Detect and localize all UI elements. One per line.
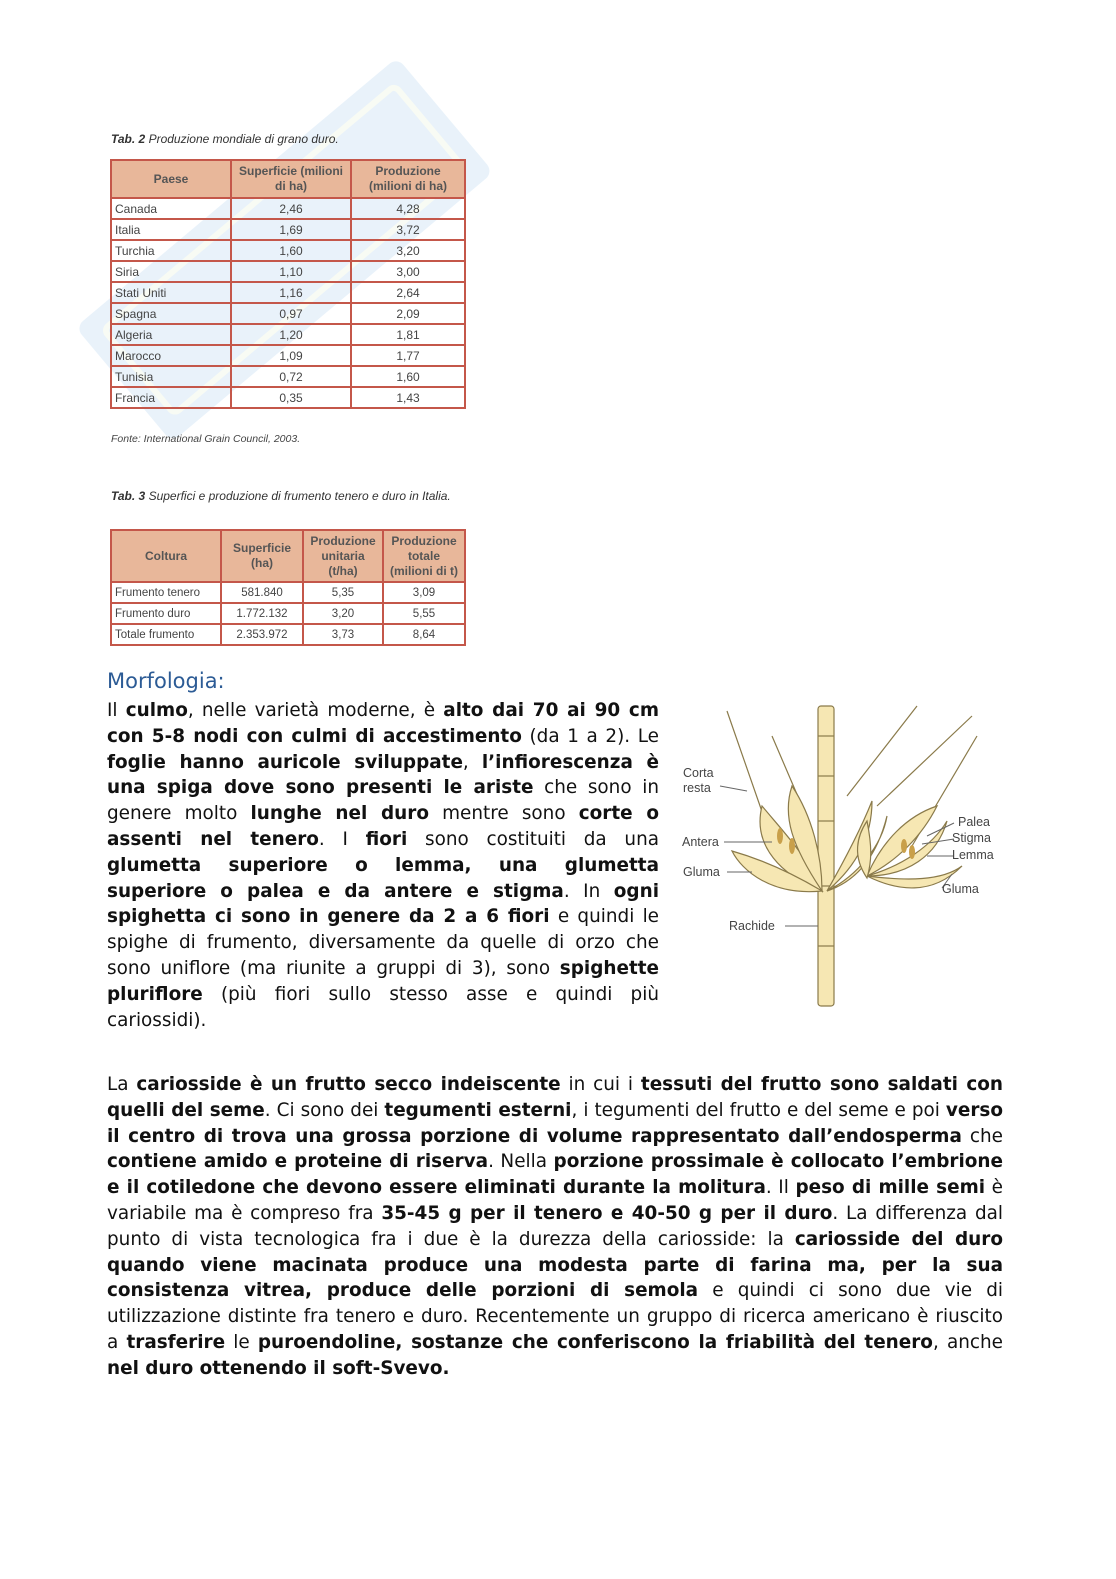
bold-text: verso il centro di trova una grossa porzione di volume rappresentato dall’endosperma bbox=[107, 1099, 1003, 1147]
table-cell: 1,43 bbox=[351, 387, 465, 408]
table-row bbox=[111, 198, 465, 219]
table-cell: 1,09 bbox=[231, 345, 351, 366]
table2-caption bbox=[111, 131, 339, 147]
table-cell: 2,64 bbox=[351, 282, 465, 303]
table-row bbox=[111, 282, 465, 303]
text-run: , i tegumenti del frutto e del seme e poi bbox=[571, 1099, 946, 1121]
bold-text: ogni spighetta ci sono in genere da 2 a 6 fiori bbox=[107, 880, 659, 928]
label-palea: Palea bbox=[958, 815, 990, 829]
table3-frumento-italia bbox=[110, 529, 466, 646]
table-cell: Turchia bbox=[111, 240, 231, 261]
text-run: . Nella bbox=[488, 1151, 554, 1173]
bold-text: contiene amido e proteine di riserva bbox=[107, 1151, 489, 1173]
bold-text: alto dai 70 ai 90 cm con 5-8 nodi con culmi di accestimento bbox=[107, 700, 659, 747]
label-stigma: Stigma bbox=[952, 831, 991, 845]
table-cell: 8,64 bbox=[383, 624, 465, 645]
table-cell: 5,35 bbox=[303, 582, 383, 603]
table-cell: Frumento tenero bbox=[111, 582, 221, 603]
paragraph-morfologia bbox=[107, 698, 659, 1033]
text-run: Il bbox=[107, 700, 126, 721]
bold-text: l’infiorescenza è una spiga dove sono presenti le ariste bbox=[107, 751, 659, 799]
table-cell: Spagna bbox=[111, 303, 231, 324]
table-cell: 3,00 bbox=[351, 261, 465, 282]
label-corta-resta: Corta bbox=[683, 766, 714, 780]
table-cell: Canada bbox=[111, 198, 231, 219]
table-row bbox=[111, 345, 465, 366]
spike-diagram bbox=[672, 696, 1012, 1016]
label-gluma-right: Gluma bbox=[942, 882, 979, 896]
paragraph-cariosside bbox=[107, 1072, 1003, 1382]
label-lemma: Lemma bbox=[952, 848, 994, 862]
bold-text: cariosside del duro quando viene macinata produce una modesta parte di farina ma, per la sua consistenza vitrea, produce delle porzioni di semola bbox=[107, 1228, 1003, 1302]
table-cell: 1,60 bbox=[231, 240, 351, 261]
bold-text: porzione prossimale è collocato l’embrione e il cotiledone che devono essere eliminati durante la molitura bbox=[107, 1151, 1004, 1199]
bold-text: fiori bbox=[365, 828, 408, 850]
text-run: le bbox=[225, 1331, 258, 1353]
bold-text: 35-45 g per il tenero e 40-50 g per il duro bbox=[381, 1202, 833, 1224]
table-cell: 1,20 bbox=[231, 324, 351, 345]
label-corta-resta-2: resta bbox=[683, 781, 711, 795]
text-run: è variabile ma è compreso fra bbox=[107, 1177, 1003, 1224]
bold-text: tegumenti esterni bbox=[384, 1099, 572, 1121]
table-header: Coltura bbox=[111, 530, 221, 582]
text-run: , bbox=[462, 751, 482, 773]
table-header: Produzione totale (milioni di t) bbox=[383, 530, 465, 582]
table-cell: 1.772.132 bbox=[221, 603, 303, 624]
text-run: mentre sono bbox=[428, 803, 579, 825]
table2-source: Fonte: International Grain Council, 2003. bbox=[111, 433, 301, 445]
table-row bbox=[111, 219, 465, 240]
bold-text: cariosside è un frutto secco indeiscente bbox=[136, 1074, 561, 1095]
table2-caption-label: Tab. 2 bbox=[111, 132, 146, 146]
table3-caption-text: Superfici e produzione di frumento tenero e duro in Italia. bbox=[148, 489, 451, 503]
table-cell: Frumento duro bbox=[111, 603, 221, 624]
text-run: (da 1 a 2). Le bbox=[521, 725, 659, 747]
table-cell: Algeria bbox=[111, 324, 231, 345]
table-cell: 581.840 bbox=[221, 582, 303, 603]
table-cell: Totale frumento bbox=[111, 624, 221, 645]
table-cell: Francia bbox=[111, 387, 231, 408]
text-run: che bbox=[961, 1125, 1003, 1147]
table-cell: 0,97 bbox=[231, 303, 351, 324]
text-run: e quindi ci sono due vie di utilizzazione distinte fra tenero e duro. Recentemente un gruppo di ricerca americano è riuscito a bbox=[107, 1280, 1003, 1353]
table-cell: 4,28 bbox=[351, 198, 465, 219]
table-header: Superficie (milioni di ha) bbox=[231, 160, 351, 198]
text-run: . Il bbox=[765, 1177, 796, 1199]
table-cell: 3,09 bbox=[383, 582, 465, 603]
text-run: La bbox=[107, 1074, 137, 1095]
table-cell: Italia bbox=[111, 219, 231, 240]
label-rachide: Rachide bbox=[729, 919, 775, 933]
table-header: Paese bbox=[111, 160, 231, 198]
table-row bbox=[111, 387, 465, 408]
table-cell: Stati Uniti bbox=[111, 282, 231, 303]
text-run: , nelle varietà moderne, è bbox=[187, 700, 444, 721]
table-row bbox=[111, 303, 465, 324]
table-row bbox=[111, 603, 465, 624]
text-run: e quindi le spighe di frumento, diversamente da quelle di orzo che sono uniflore (ma riunite a gruppi di 3), sono bbox=[107, 906, 660, 979]
table-cell: 3,73 bbox=[303, 624, 383, 645]
table-cell: 2,46 bbox=[231, 198, 351, 219]
bold-text: peso di mille semi bbox=[795, 1177, 986, 1199]
table-row bbox=[111, 366, 465, 387]
table-cell: 3,20 bbox=[351, 240, 465, 261]
text-run: . La differenza dal punto di vista tecnologica fra i due è la durezza della cariosside: la bbox=[107, 1202, 1003, 1250]
bold-text: lunghe nel duro bbox=[250, 803, 429, 825]
table-cell: 1,10 bbox=[231, 261, 351, 282]
table-cell: Tunisia bbox=[111, 366, 231, 387]
table-cell: Marocco bbox=[111, 345, 231, 366]
bold-text: trasferire bbox=[126, 1331, 226, 1353]
table2-grano-duro bbox=[110, 159, 466, 409]
bold-text: culmo bbox=[125, 700, 188, 721]
text-run: , anche bbox=[932, 1331, 1003, 1353]
table-cell: 1,16 bbox=[231, 282, 351, 303]
bold-text: glumetta superiore o lemma, una glumetta superiore o palea e da antere e stigma bbox=[107, 854, 659, 902]
bold-text: nel duro ottenendo il soft-Svevo. bbox=[107, 1357, 450, 1379]
bold-text: puroendoline, sostanze che conferiscono la friabilità del tenero bbox=[257, 1331, 933, 1353]
table-cell: 2,09 bbox=[351, 303, 465, 324]
table-row bbox=[111, 624, 465, 645]
table-cell: 0,35 bbox=[231, 387, 351, 408]
text-run: . I bbox=[318, 828, 366, 850]
table-cell: 1,77 bbox=[351, 345, 465, 366]
table-cell: 5,55 bbox=[383, 603, 465, 624]
table2-caption-text: Produzione mondiale di grano duro. bbox=[148, 132, 339, 146]
text-run: in cui i bbox=[560, 1074, 641, 1095]
bold-text: corte o assenti nel tenero bbox=[107, 803, 659, 850]
table-cell: 3,72 bbox=[351, 219, 465, 240]
table-row bbox=[111, 261, 465, 282]
table-header: Produzione unitaria (t/ha) bbox=[303, 530, 383, 582]
table-cell: 2.353.972 bbox=[221, 624, 303, 645]
text-run: sono costituiti da una bbox=[407, 828, 659, 850]
label-gluma-left: Gluma bbox=[683, 865, 720, 879]
table3-caption-label: Tab. 3 bbox=[111, 489, 146, 503]
table-row bbox=[111, 324, 465, 345]
bold-text: spighette pluriflore bbox=[107, 957, 659, 1005]
table-row bbox=[111, 240, 465, 261]
table-cell: Siria bbox=[111, 261, 231, 282]
section-title: Morfologia: bbox=[107, 669, 225, 693]
table3-caption bbox=[111, 488, 471, 504]
text-run: . In bbox=[563, 880, 614, 902]
table-header: Superficie (ha) bbox=[221, 530, 303, 582]
text-run: che sono in genere molto bbox=[107, 777, 659, 825]
table-header: Produzione (milioni di ha) bbox=[351, 160, 465, 198]
text-run: . Ci sono dei bbox=[264, 1099, 385, 1121]
table-cell: 1,69 bbox=[231, 219, 351, 240]
text-run: (più fiori sullo stesso asse e quindi più cariossidi). bbox=[107, 983, 659, 1031]
label-antera: Antera bbox=[682, 835, 719, 849]
table-cell: 1,81 bbox=[351, 324, 465, 345]
bold-text: tessuti del frutto sono saldati con quelli del seme bbox=[107, 1074, 1004, 1121]
bold-text: foglie hanno auricole sviluppate bbox=[107, 751, 463, 773]
table-cell: 3,20 bbox=[303, 603, 383, 624]
table-row bbox=[111, 582, 465, 603]
table-cell: 1,60 bbox=[351, 366, 465, 387]
table-cell: 0,72 bbox=[231, 366, 351, 387]
